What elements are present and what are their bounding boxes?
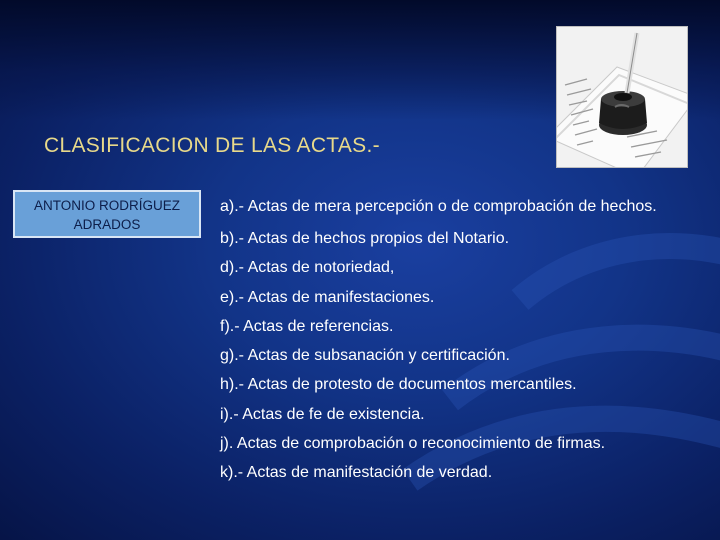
book-inkwell-icon: [557, 27, 687, 167]
list-item: f).- Actas de referencias.: [220, 317, 394, 335]
author-box: [13, 190, 201, 238]
list-item: j). Actas de comprobación o reconocimiento de firmas.: [220, 435, 606, 453]
list-item: k).- Actas de manifestación de verdad.: [220, 464, 493, 482]
slide-title: CLASIFICACION DE LAS ACTAS.-: [44, 134, 380, 157]
author-name-line-1: ANTONIO RODRÍGUEZ: [33, 198, 180, 213]
acta-types-list: [220, 196, 680, 492]
book-and-inkwell-picture: [556, 26, 688, 168]
list-item: i).- Actas de fe de existencia.: [220, 405, 425, 423]
author-name-line-2: ADRADOS: [73, 217, 141, 232]
list-item: d).- Actas de notoriedad,: [220, 259, 395, 277]
list-item: h).- Actas de protesto de documentos mercantiles.: [220, 376, 577, 394]
list-item: g).- Actas de subsanación y certificación.: [220, 347, 510, 365]
list-item: a).- Actas de mera percepción o de comprobación de hechos.: [220, 198, 657, 215]
list-item: b).- Actas de hechos propios del Notario.: [220, 230, 510, 247]
list-item: e).- Actas de manifestaciones.: [220, 288, 435, 306]
